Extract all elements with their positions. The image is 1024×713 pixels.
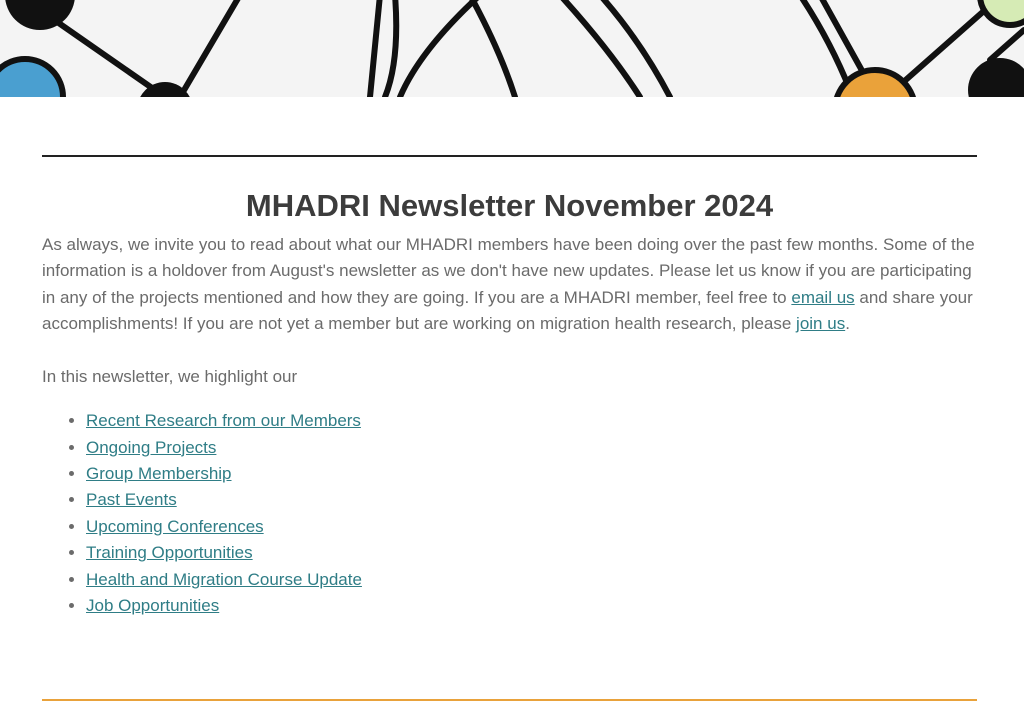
intro-text-1: As always, we invite you to read about what our MHADRI members have been doing over the past few months. Some of the information is a holdover from August's newsletter as we don't have new updates. Please let us know if you are participating in any of the projects mentioned and how they are going. If you are a MHADRI member, feel free to — [42, 235, 975, 307]
highlight-lead: In this newsletter, we highlight our — [42, 367, 298, 387]
node-orange — [835, 70, 915, 97]
list-item — [86, 487, 977, 513]
link-past-events[interactable]: Past Events — [86, 490, 177, 510]
node-blue — [0, 59, 63, 97]
list-item — [86, 435, 977, 461]
header-banner — [0, 0, 1024, 97]
bottom-divider — [42, 699, 977, 701]
intro-text-3: . — [845, 313, 850, 333]
intro-text-2: and share your accomplishments! If you are not yet a member but are working on migration health research, please — [42, 287, 973, 333]
list-item — [86, 408, 977, 434]
network-graphic — [0, 0, 1024, 97]
newsletter-content — [42, 97, 977, 619]
email-us-link[interactable]: email us — [791, 287, 855, 307]
section-list — [42, 408, 977, 619]
link-job-opportunities[interactable]: Job Opportunities — [86, 596, 220, 616]
list-item — [86, 540, 977, 566]
list-item — [86, 461, 977, 487]
intro-paragraph — [42, 232, 977, 337]
top-divider — [42, 155, 977, 157]
link-course-update[interactable]: Health and Migration Course Update — [86, 569, 362, 589]
link-group-membership[interactable]: Group Membership — [86, 464, 232, 483]
node-black-right — [968, 58, 1024, 97]
node-green — [980, 0, 1024, 25]
link-upcoming-conferences[interactable]: Upcoming Conferences — [86, 516, 264, 536]
page-title: MHADRI Newsletter November 2024 — [245, 188, 774, 223]
list-item — [86, 514, 977, 540]
link-training-opportunities[interactable]: Training Opportunities — [86, 543, 253, 563]
link-ongoing-projects[interactable]: Ongoing Projects — [86, 437, 217, 457]
join-us-link[interactable]: join us — [796, 313, 846, 333]
link-recent-research[interactable]: Recent Research from our Members — [86, 411, 361, 431]
list-item — [86, 567, 977, 593]
list-item — [86, 593, 977, 619]
